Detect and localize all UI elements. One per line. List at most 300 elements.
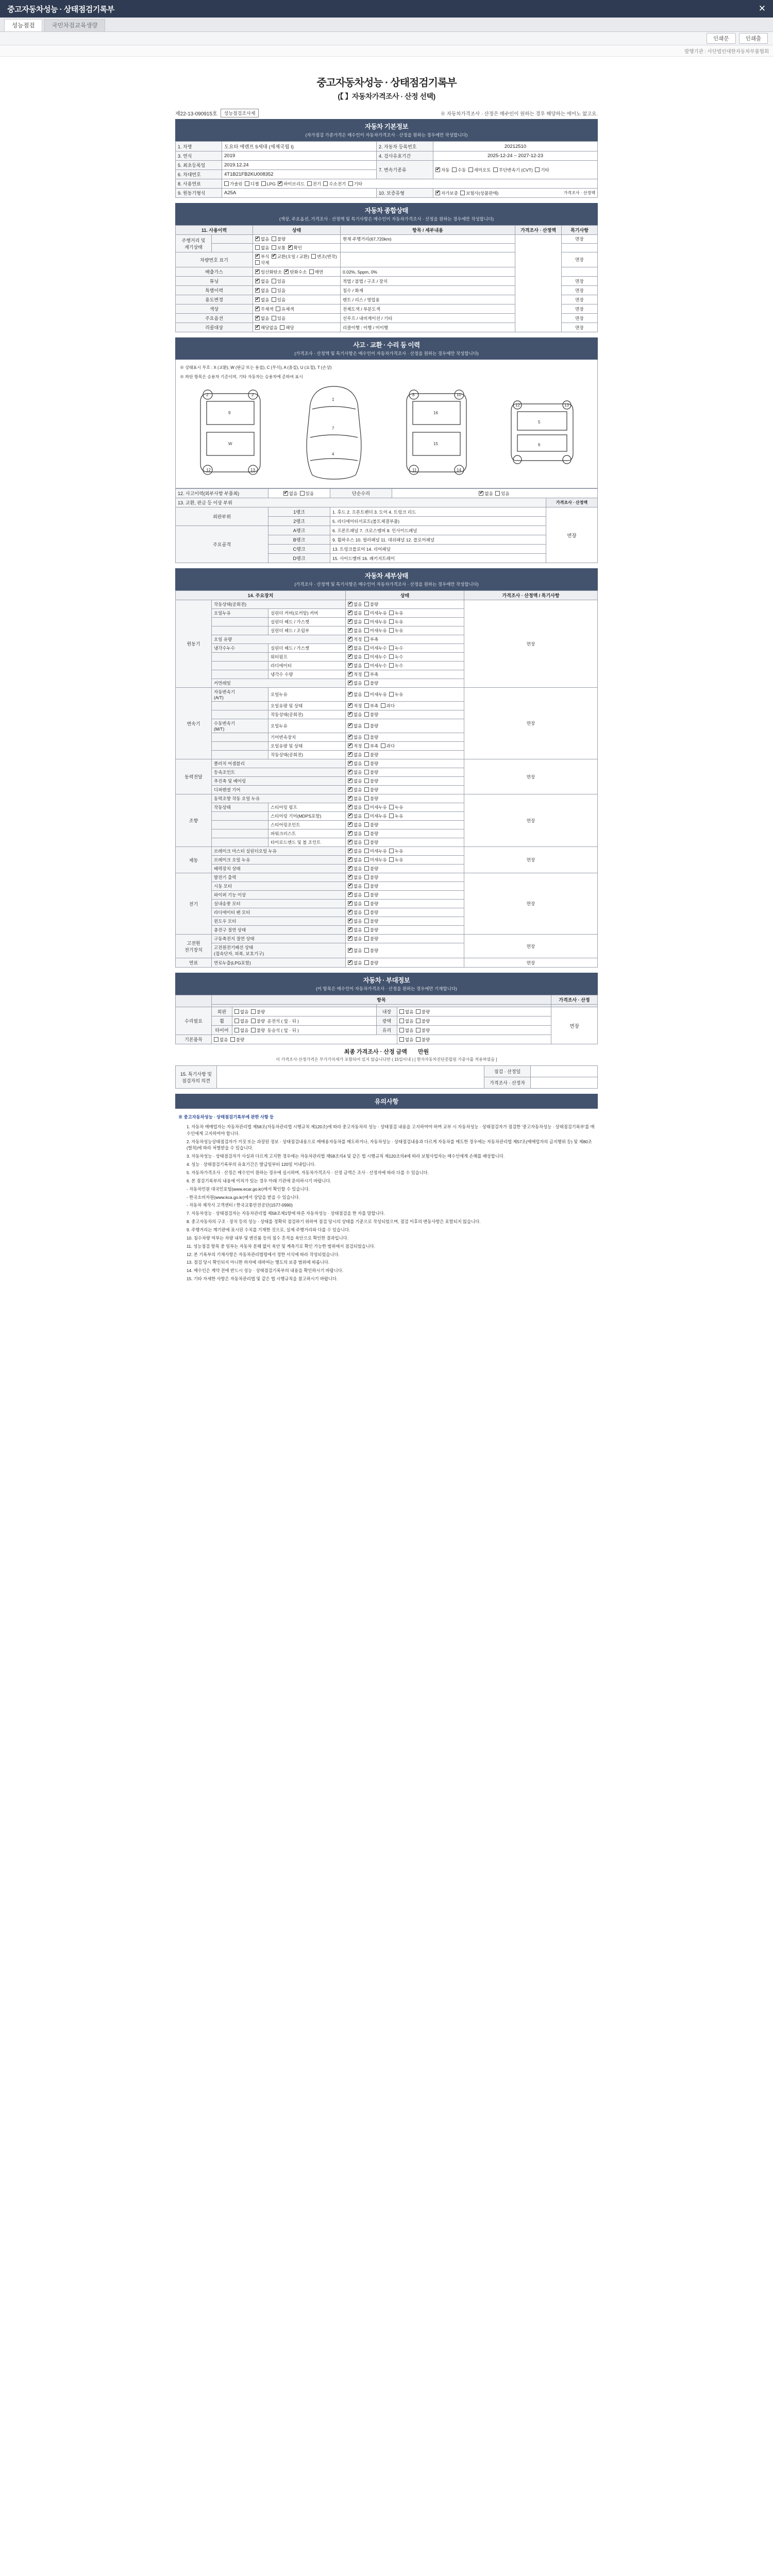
tab-performance[interactable]: 성능점검 bbox=[4, 19, 42, 31]
checkbox-diesel[interactable]: 디젤 bbox=[245, 181, 259, 187]
checkbox-0-4-1[interactable]: 부족 bbox=[364, 636, 378, 642]
checkbox-3-3-0[interactable]: ✔ 없음 bbox=[348, 822, 362, 828]
table-row bbox=[176, 688, 598, 702]
checkbox-use-none[interactable]: ✔ 없음 bbox=[255, 297, 269, 303]
terms-item: 7. 자동차성능 · 상태점검자는 자동차관리법 제58조제1항에 따른 자동차성능 · 상태점검을 한 자를 말합니다. bbox=[187, 1211, 385, 1216]
checkbox-6-1-0[interactable]: ✔없음 bbox=[348, 947, 362, 954]
toolbar bbox=[0, 32, 773, 45]
svg-text:14: 14 bbox=[456, 468, 461, 472]
condition-note-9: 면장 bbox=[562, 323, 598, 332]
detail-subitem: 오일유량 및 상태 bbox=[268, 702, 346, 710]
checkbox-2-3-1[interactable]: 불량 bbox=[364, 787, 378, 793]
table-header-row bbox=[176, 226, 598, 235]
condition-note-5: 면장 bbox=[562, 286, 598, 295]
checkbox-1-5-1[interactable]: 부족 bbox=[364, 743, 378, 749]
checkbox-0-5-1[interactable]: 미세누수 bbox=[364, 645, 387, 651]
section-basic-title: 자동차 기본정보 bbox=[365, 123, 408, 130]
checkbox-0-0-1[interactable]: 불량 bbox=[364, 601, 378, 607]
condition-table bbox=[175, 225, 598, 332]
detail-item: 자동변속기 (A/T) bbox=[212, 688, 268, 702]
checkbox-5-2-1[interactable]: 불량 bbox=[364, 892, 378, 898]
checkbox-6-0-1[interactable]: 불량 bbox=[364, 936, 378, 942]
detail-state bbox=[346, 873, 464, 882]
table-row bbox=[176, 1007, 598, 1016]
checkbox-electric[interactable]: 전기 bbox=[307, 181, 321, 187]
checkbox-5-3-0[interactable]: ✔ 없음 bbox=[348, 901, 362, 907]
terms-body bbox=[175, 1109, 598, 1282]
checkbox-0-2-0[interactable]: ✔ 없음 bbox=[348, 619, 362, 625]
checkbox-0-5-0[interactable]: ✔ 없음 bbox=[348, 645, 362, 651]
detail-item bbox=[212, 626, 268, 635]
condition-extra-1 bbox=[341, 244, 515, 252]
checkbox-1-3-0[interactable]: ✔ 없음 bbox=[348, 723, 362, 729]
car-view-rear bbox=[504, 383, 581, 483]
checkbox-4-1-0[interactable]: ✔ 없음 bbox=[348, 857, 362, 863]
detail-state bbox=[346, 670, 464, 679]
doc-chip: 성능점검조사제 bbox=[221, 109, 259, 117]
checkbox-0-2-1[interactable]: 미세누유 bbox=[364, 619, 387, 625]
checkbox-2-0-1[interactable]: 불량 bbox=[364, 760, 378, 767]
detail-group-1: 변속기 bbox=[176, 688, 212, 759]
condition-row-label-7: 색상 bbox=[176, 304, 253, 314]
checkbox-4-0-0[interactable]: ✔ 없음 bbox=[348, 848, 362, 854]
detail-state bbox=[346, 812, 464, 821]
basic-value-0: 도요타 에렌프 5세대 (세제국립 I) bbox=[222, 142, 377, 151]
checkbox-basic-bad[interactable]: 불량 bbox=[230, 1037, 244, 1043]
checkbox-basic2-bad[interactable]: 불량 bbox=[416, 1037, 430, 1043]
checkbox-1-1-0[interactable]: ✔ 적정 bbox=[348, 703, 362, 709]
detail-subitem: 오일유량 및 상태 bbox=[268, 742, 346, 751]
checkbox-5-1-0[interactable]: ✔ 없음 bbox=[348, 883, 362, 889]
checkbox-5-5-0[interactable]: ✔ 없음 bbox=[348, 918, 362, 924]
accident-row13-label: 13. 교환, 판금 등 이상 부위 bbox=[176, 498, 546, 507]
detail-state bbox=[346, 926, 464, 935]
checkbox-3-2-2[interactable]: 누유 bbox=[389, 813, 403, 819]
checkbox-0-6-2[interactable]: 누수 bbox=[389, 654, 403, 660]
detail-state bbox=[346, 943, 464, 958]
checkbox-bad-0[interactable]: 불량 bbox=[272, 236, 285, 242]
checkbox-5-2-0[interactable]: ✔ 없음 bbox=[348, 892, 362, 898]
interior-opts2-2 bbox=[397, 1026, 551, 1035]
table-row bbox=[176, 794, 598, 803]
print-button[interactable]: 인쇄문 bbox=[707, 33, 735, 44]
accident-rank-c-text: 13. 트렁크플로어 14. 리어패널 bbox=[330, 545, 546, 554]
checkbox-opt-yes[interactable]: 있음 bbox=[272, 315, 285, 321]
terms-item: 10. 침수차량 여부는 차량 내부 및 엔진룸 등의 침수 흔적을 육안으로 확인한 결과입니다. bbox=[187, 1235, 349, 1241]
accident-rank-1: 1랭크 bbox=[268, 507, 330, 517]
inspector-value[interactable] bbox=[531, 1077, 598, 1089]
svg-text:9: 9 bbox=[228, 411, 230, 415]
condition-extra-8: 선루프 / 내비게이션 / 기타 bbox=[341, 314, 515, 323]
checkbox-wheel-none[interactable]: 없음 bbox=[234, 1018, 248, 1024]
checkbox-in-none[interactable]: 없음 bbox=[399, 1009, 413, 1015]
checkbox-0-3-1[interactable]: 미세누유 bbox=[364, 628, 387, 634]
checkbox-0-8-0[interactable]: ✔ 적정 bbox=[348, 671, 362, 677]
checkbox-none-0[interactable]: ✔없음 bbox=[255, 236, 269, 242]
svg-text:7: 7 bbox=[331, 426, 334, 431]
tab-education[interactable]: 국민차검교육생량 bbox=[44, 19, 105, 31]
checkbox-6-0-0[interactable]: ✔ 없음 bbox=[348, 936, 362, 942]
inspect-date-label: 점검 · 산정일 bbox=[484, 1066, 531, 1077]
checkbox-0-0-0[interactable]: ✔ 없음 bbox=[348, 601, 362, 607]
condition-sub-0 bbox=[212, 235, 253, 244]
checkbox-alter-2[interactable]: 변조(변작) bbox=[311, 253, 337, 260]
detail-state bbox=[346, 609, 464, 618]
checkbox-3-1-1[interactable]: 미세누유 bbox=[364, 804, 387, 810]
section-condition-title: 자동차 종합상태 bbox=[365, 207, 408, 214]
condition-note-0: 면장 bbox=[562, 235, 598, 244]
checkbox-0-1-1[interactable]: 미세누유 bbox=[364, 610, 387, 616]
condition-row-label-8: 주요옵션 bbox=[176, 314, 253, 323]
accident-rank-b: B랭크 bbox=[268, 535, 330, 545]
checkbox-hc[interactable]: ✔ 탄화수소 bbox=[284, 269, 307, 275]
condition-head-0: 11. 사용이력 bbox=[176, 226, 253, 235]
checkbox-0-3-2[interactable]: 누유 bbox=[389, 628, 403, 634]
doc-subtitle: (【 】자동차가격조사 · 산정 선택) bbox=[338, 92, 435, 100]
checkbox-0-4-0[interactable]: ✔ 적정 bbox=[348, 636, 362, 642]
table-row bbox=[176, 1035, 598, 1044]
checkbox-7-0-0[interactable]: ✔ 없음 bbox=[348, 960, 362, 966]
detail-state bbox=[346, 662, 464, 670]
checkbox-tuning-yes[interactable]: 있음 bbox=[272, 278, 285, 284]
checkbox-0-7-0[interactable]: ✔ 없음 bbox=[348, 663, 362, 669]
detail-group-3: 조향 bbox=[176, 794, 212, 847]
checkbox-in-bad[interactable]: 불량 bbox=[416, 1009, 430, 1015]
detail-price-2: 면장 bbox=[464, 759, 598, 794]
checkbox-simple-none[interactable]: ✔ 없음 bbox=[479, 490, 493, 497]
checkbox-glass-bad[interactable]: 불량 bbox=[416, 1027, 430, 1033]
checkbox-del-2[interactable]: 삭제 bbox=[255, 260, 269, 266]
checkbox-recall-na[interactable]: ✔ 해당없음 bbox=[255, 325, 278, 331]
terms-item: - 자동차 제작사 고객센터 / 한국교통안전공단(1577-0990) bbox=[187, 1202, 293, 1208]
checkbox-use-yes[interactable]: 있음 bbox=[272, 297, 285, 303]
checkbox-tuning-none[interactable]: ✔ 없음 bbox=[255, 278, 269, 284]
interior-head-blank bbox=[176, 995, 212, 1007]
checkbox-smoke[interactable]: 매연 bbox=[309, 269, 323, 275]
checkbox-3-1-0[interactable]: ✔ 없음 bbox=[348, 804, 362, 810]
checkbox-auto[interactable]: ✔ 자동 bbox=[435, 167, 449, 173]
checkbox-5-4-1[interactable]: 불량 bbox=[364, 909, 378, 916]
condition-extra-3: 0.02%, 5ppm, 0% bbox=[341, 267, 515, 277]
detail-group-0: 원동기 bbox=[176, 600, 212, 688]
checkbox-wheel-bad[interactable]: 불량 bbox=[251, 1018, 265, 1024]
basic-label-0: 1. 차명 bbox=[176, 142, 222, 151]
terms-item: - 자동차민원 대국민포털(www.ecar.go.kr)에서 확인할 수 있습니다. bbox=[187, 1186, 310, 1192]
terms-item: 14. 매수인은 계약 전에 반드시 성능 · 상태점검기록부의 내용을 확인하시기 바랍니다. bbox=[187, 1268, 344, 1274]
condition-head-note: 특기사항 bbox=[562, 226, 598, 235]
accident-rank-2: 2랭크 bbox=[268, 517, 330, 526]
checkbox-3-2-1[interactable]: 미세누유 bbox=[364, 813, 387, 819]
terms-item: 6. 본 점검기록부의 내용에 이의가 있는 경우 아래 기관에 문의하시기 바랍니다. bbox=[187, 1178, 331, 1183]
checkbox-0-9-0[interactable]: ✔ 없음 bbox=[348, 680, 362, 686]
interior-opts-2 bbox=[232, 1026, 377, 1035]
checkbox-hydrogen[interactable]: 수소전기 bbox=[323, 181, 346, 187]
detail-subitem: 실린더 헤드 / 가스켓 bbox=[268, 644, 346, 653]
detail-subitem: 오일누유 bbox=[268, 688, 346, 702]
checkbox-gasoline[interactable]: 가솔린 bbox=[224, 181, 243, 187]
interior-basic-opts bbox=[212, 1035, 397, 1044]
checkbox-color-mono[interactable]: ✔ 무채색 bbox=[255, 306, 274, 312]
checkbox-2-2-1[interactable]: 불량 bbox=[364, 778, 378, 784]
detail-state bbox=[346, 803, 464, 812]
table-row bbox=[176, 151, 598, 161]
checkbox-special-yes[interactable]: 있음 bbox=[272, 287, 285, 294]
inspect-date-value[interactable] bbox=[531, 1066, 598, 1077]
checkbox-basic2-none[interactable]: 없음 bbox=[399, 1037, 413, 1043]
basic-value-1: 2019 bbox=[222, 151, 377, 161]
checkbox-1-0-2[interactable]: 누유 bbox=[389, 691, 403, 698]
checkbox-0-2-2[interactable]: 누유 bbox=[389, 619, 403, 625]
checkbox-special-none[interactable]: ✔ 없음 bbox=[255, 287, 269, 294]
checkbox-1-1-1[interactable]: 부족 bbox=[364, 703, 378, 709]
svg-text:13: 13 bbox=[564, 403, 569, 408]
detail-price-7: 면장 bbox=[464, 958, 598, 968]
checkbox-0-8-1[interactable]: 부족 bbox=[364, 671, 378, 677]
section-accident-title: 사고 · 교환 · 수리 등 이력 bbox=[353, 342, 420, 349]
detail-item bbox=[212, 742, 268, 751]
detail-state bbox=[346, 958, 464, 968]
checkbox-out-none[interactable]: 없음 bbox=[234, 1009, 248, 1015]
detail-state bbox=[346, 838, 464, 847]
detail-price-5: 면장 bbox=[464, 873, 598, 935]
section-interior-title: 자동차 · 부대정보 bbox=[363, 977, 410, 984]
basic-value2-0: 20212510 bbox=[433, 142, 598, 151]
checkbox-3-4-0[interactable]: ✔ 없음 bbox=[348, 831, 362, 837]
detail-state bbox=[346, 935, 464, 943]
checkbox-semi[interactable]: 세미오토 bbox=[468, 167, 491, 173]
section-basic-header bbox=[175, 119, 598, 141]
section-condition-sub: (색상, 주요옵션, 가격조사 · 산정액 및 특기사항은 매수인이 자동차가격조사 · 산정을 원하는 경우에만 작성합니다) bbox=[279, 216, 494, 222]
checkbox-3-3-1[interactable]: 불량 bbox=[364, 822, 378, 828]
detail-state bbox=[346, 600, 464, 609]
checkbox-accident-yes[interactable]: 있음 bbox=[300, 490, 314, 497]
checkbox-0-9-1[interactable]: 불량 bbox=[364, 680, 378, 686]
interior-table bbox=[175, 995, 598, 1044]
close-icon[interactable]: ✕ bbox=[758, 4, 766, 13]
checkbox-0-5-2[interactable]: 누수 bbox=[389, 645, 403, 651]
checkbox-basic-none[interactable]: 없음 bbox=[214, 1037, 228, 1043]
checkbox-insurer-warranty[interactable]: 보험사(상품판매) bbox=[460, 190, 498, 196]
detail-item: 추진축 및 베어링 bbox=[212, 777, 346, 786]
detail-state bbox=[346, 688, 464, 702]
checkbox-5-6-0[interactable]: ✔ 없음 bbox=[348, 927, 362, 933]
checkbox-0-3-0[interactable]: ✔ 없음 bbox=[348, 628, 362, 634]
checkbox-3-2-0[interactable]: ✔ 없음 bbox=[348, 813, 362, 819]
interior-name2-2: 유리 bbox=[377, 1026, 397, 1035]
remarks-value[interactable] bbox=[217, 1066, 484, 1089]
detail-item: 고전원전기배선 상태 (접속단자, 피복, 보호기구) bbox=[212, 943, 346, 958]
checkbox-co[interactable]: ✔ 일산화탄소 bbox=[255, 269, 282, 275]
checkbox-1-5-2[interactable]: 과다 bbox=[381, 743, 395, 749]
condition-row-label-3: 배출가스 bbox=[176, 267, 253, 277]
detail-group-2: 동력전달 bbox=[176, 759, 212, 794]
checkbox-accident-none[interactable]: ✔ 없음 bbox=[283, 490, 297, 497]
detail-price-4: 면장 bbox=[464, 847, 598, 873]
checkbox-1-5-0[interactable]: ✔ 적정 bbox=[348, 743, 362, 749]
detail-state bbox=[346, 768, 464, 777]
price-col-label: 가격조사 · 산정액 bbox=[563, 190, 595, 195]
condition-state-9 bbox=[253, 323, 341, 332]
doc-law-number: 제22-13-090915호 bbox=[175, 111, 217, 117]
interior-price: 면장 bbox=[551, 1007, 598, 1044]
detail-item bbox=[212, 702, 268, 710]
checkbox-exchange-2[interactable]: ✔ 교환(오일 / 교환) bbox=[272, 253, 309, 260]
checkbox-2-2-0[interactable]: ✔ 없음 bbox=[348, 778, 362, 784]
checkbox-2-1-1[interactable]: 불량 bbox=[364, 769, 378, 775]
checkbox-ok-2[interactable]: ✔부식 bbox=[255, 253, 269, 260]
checkbox-etc[interactable]: 기타 bbox=[535, 167, 549, 173]
checkbox-4-1-2[interactable]: 누유 bbox=[389, 857, 403, 863]
detail-state bbox=[346, 856, 464, 865]
svg-text:1: 1 bbox=[331, 397, 334, 402]
detail-state bbox=[346, 847, 464, 856]
checkbox-5-0-1[interactable]: 불량 bbox=[364, 874, 378, 880]
checkbox-simple-yes[interactable]: 있음 bbox=[495, 490, 509, 497]
checkbox-polish-bad[interactable]: 불량 bbox=[416, 1018, 430, 1024]
checkbox-1-4-1[interactable]: 불량 bbox=[364, 734, 378, 740]
checkbox-out-bad[interactable]: 불량 bbox=[251, 1009, 265, 1015]
interior-opts2-0 bbox=[397, 1007, 551, 1016]
detail-subitem: 실린더 헤드 / 조립부 bbox=[268, 626, 346, 635]
checkbox-5-6-1[interactable]: 불량 bbox=[364, 927, 378, 933]
condition-row-label-6: 용도변경 bbox=[176, 295, 253, 304]
detail-state bbox=[346, 635, 464, 644]
checkbox-1-2-1[interactable]: 불량 bbox=[364, 711, 378, 718]
detail-item bbox=[212, 653, 268, 662]
checkbox-0-6-1[interactable]: 미세누수 bbox=[364, 654, 387, 660]
condition-row-label-4: 튜닝 bbox=[176, 277, 253, 286]
save-button[interactable]: 인쇄출 bbox=[739, 33, 768, 44]
checkbox-1-0-1[interactable]: 미세누유 bbox=[364, 691, 387, 698]
condition-head-item: 항목 / 세부내용 bbox=[341, 226, 515, 235]
checkbox-6-1-1[interactable]: 불량 bbox=[364, 947, 378, 954]
interior-label-repair: 수리필요 bbox=[176, 1007, 212, 1035]
checkbox-3-0-1[interactable]: 불량 bbox=[364, 795, 378, 802]
detail-table bbox=[175, 590, 598, 968]
detail-subitem: 오일누유 bbox=[268, 719, 346, 733]
detail-state bbox=[346, 917, 464, 926]
checkbox-cvt[interactable]: 무단변속기 (CVT) bbox=[493, 167, 533, 173]
car-view-left bbox=[192, 383, 270, 483]
basic-label2-2: 7. 변속기종류 bbox=[377, 161, 433, 179]
checkbox-recall-yes[interactable]: 해당 bbox=[280, 325, 294, 331]
checkbox-0-7-2[interactable]: 누수 bbox=[389, 663, 403, 669]
checkbox-5-0-0[interactable]: ✔ 없음 bbox=[348, 874, 362, 880]
checkbox-4-2-1[interactable]: 불량 bbox=[364, 866, 378, 872]
detail-item: 수동변속기 (M/T) bbox=[212, 719, 268, 733]
checkbox-opt-none[interactable]: ✔ 없음 bbox=[255, 315, 269, 321]
detail-state bbox=[346, 794, 464, 803]
detail-item: 클러치 어셈블리 bbox=[212, 759, 346, 768]
fuel-options bbox=[222, 179, 598, 189]
doc-meta bbox=[175, 109, 598, 117]
checkbox-1-1-2[interactable]: 과다 bbox=[381, 703, 395, 709]
table-row bbox=[176, 873, 598, 882]
checkbox-manual[interactable]: 수동 bbox=[452, 167, 466, 173]
checkbox-3-4-1[interactable]: 불량 bbox=[364, 831, 378, 837]
checkbox-1-6-1[interactable]: 불량 bbox=[364, 752, 378, 758]
issuer-bar bbox=[0, 45, 773, 57]
checkbox-normal-1[interactable]: 보통 bbox=[272, 245, 285, 251]
terms-item: 2. 자동차성능상태점검자가 거짓 또는 과장된 정보 · 상태점검내용으로 매매용자동차를 매도하거나, 자동차성능 · 상태점검내용과 다르게 자동차를 매도한 경우에는 자동차관리법 제57조(매매업자의 금지행위 등) 및 제80조(벌칙)에 따라 처벌받을 수 있습니다. bbox=[187, 1139, 592, 1151]
checkbox-tire-bad[interactable]: 불량 bbox=[251, 1027, 265, 1033]
checkbox-hybrid[interactable]: ✔ 하이브리드 bbox=[278, 181, 305, 187]
checkbox-1-2-0[interactable]: ✔ 없음 bbox=[348, 711, 362, 718]
checkbox-self-warranty[interactable]: ✔ 자가보증 bbox=[435, 190, 458, 196]
checkbox-lpg[interactable]: LPG bbox=[261, 181, 276, 187]
detail-subitem: 실린더 헤드 / 가스켓 bbox=[268, 618, 346, 626]
checkbox-glass-none[interactable]: 없음 bbox=[399, 1027, 413, 1033]
detail-state bbox=[346, 733, 464, 742]
checkbox-1-3-1[interactable]: 불량 bbox=[364, 723, 378, 729]
car-view-right bbox=[398, 383, 476, 483]
checkbox-tire-none[interactable]: 없음 bbox=[234, 1027, 248, 1033]
checkbox-0-6-0[interactable]: ✔ 없음 bbox=[348, 654, 362, 660]
condition-note-3 bbox=[562, 267, 598, 277]
checkbox-0-1-2[interactable]: 누유 bbox=[389, 610, 403, 616]
checkbox-5-5-1[interactable]: 불량 bbox=[364, 918, 378, 924]
checkbox-2-1-0[interactable]: ✔ 없음 bbox=[348, 769, 362, 775]
svg-text:4: 4 bbox=[331, 452, 334, 456]
checkbox-5-4-0[interactable]: ✔ 없음 bbox=[348, 909, 362, 916]
checkbox-1-6-0[interactable]: ✔ 없음 bbox=[348, 752, 362, 758]
checkbox-fuel-etc[interactable]: 기타 bbox=[348, 181, 362, 187]
checkbox-3-1-2[interactable]: 누유 bbox=[389, 804, 403, 810]
checkbox-4-0-1[interactable]: 미세누유 bbox=[364, 848, 387, 854]
checkbox-2-3-0[interactable]: ✔ 없음 bbox=[348, 787, 362, 793]
checkbox-5-3-1[interactable]: 불량 bbox=[364, 901, 378, 907]
checkbox-color-chroma[interactable]: 유채색 bbox=[276, 306, 294, 312]
basic-label-5: 9. 원동기형식 bbox=[176, 189, 222, 198]
checkbox-2-0-0[interactable]: ✔ 없음 bbox=[348, 760, 362, 767]
detail-item: 냉각수누수 bbox=[212, 644, 268, 653]
checkbox-good-1[interactable]: ✔ 확인 bbox=[288, 245, 302, 251]
checkbox-none-1[interactable]: 없음 bbox=[255, 245, 269, 251]
detail-subitem: 스티어링 펌프 bbox=[268, 803, 346, 812]
checkbox-5-1-1[interactable]: 불량 bbox=[364, 883, 378, 889]
detail-item: 윈도우 모터 bbox=[212, 917, 346, 926]
checkbox-3-0-0[interactable]: ✔ 없음 bbox=[348, 795, 362, 802]
checkbox-0-7-1[interactable]: 미세누수 bbox=[364, 663, 387, 669]
checkbox-7-0-1[interactable]: 불량 bbox=[364, 960, 378, 966]
accident-note: 면장 bbox=[546, 507, 598, 563]
table-row bbox=[176, 1066, 598, 1077]
detail-item: 작동상태 bbox=[212, 803, 268, 812]
checkbox-3-5-0[interactable]: ✔ 없음 bbox=[348, 839, 362, 845]
interior-label-basic: 기본품목 bbox=[176, 1035, 212, 1044]
detail-state bbox=[346, 777, 464, 786]
interior-name2-0: 내장 bbox=[377, 1007, 397, 1016]
checkbox-4-0-2[interactable]: 누유 bbox=[389, 848, 403, 854]
checkbox-polish-none[interactable]: 없음 bbox=[399, 1018, 413, 1024]
checkbox-1-4-0[interactable]: ✔ 없음 bbox=[348, 734, 362, 740]
condition-head-state: 상태 bbox=[253, 226, 341, 235]
detail-item: 브레이크 오일 누유 bbox=[212, 856, 346, 865]
condition-price bbox=[515, 235, 562, 332]
detail-subitem: 스티어링조인트 bbox=[268, 821, 346, 829]
condition-row-label-5: 특별이력 bbox=[176, 286, 253, 295]
checkbox-1-0-0[interactable]: ✔ 없음 bbox=[348, 691, 362, 698]
checkbox-4-2-0[interactable]: ✔ 없음 bbox=[348, 866, 362, 872]
table-row bbox=[176, 759, 598, 768]
basic-label-4: 8. 사용연료 bbox=[176, 179, 222, 189]
interior-head-price: 가격조사 · 산정 bbox=[551, 995, 598, 1005]
checkbox-4-1-1[interactable]: 미세누유 bbox=[364, 857, 387, 863]
checkbox-3-5-1[interactable]: 불량 bbox=[364, 839, 378, 845]
table-row bbox=[176, 958, 598, 968]
checkbox-0-1-0[interactable]: ✔ 없음 bbox=[348, 610, 362, 616]
detail-state bbox=[346, 702, 464, 710]
